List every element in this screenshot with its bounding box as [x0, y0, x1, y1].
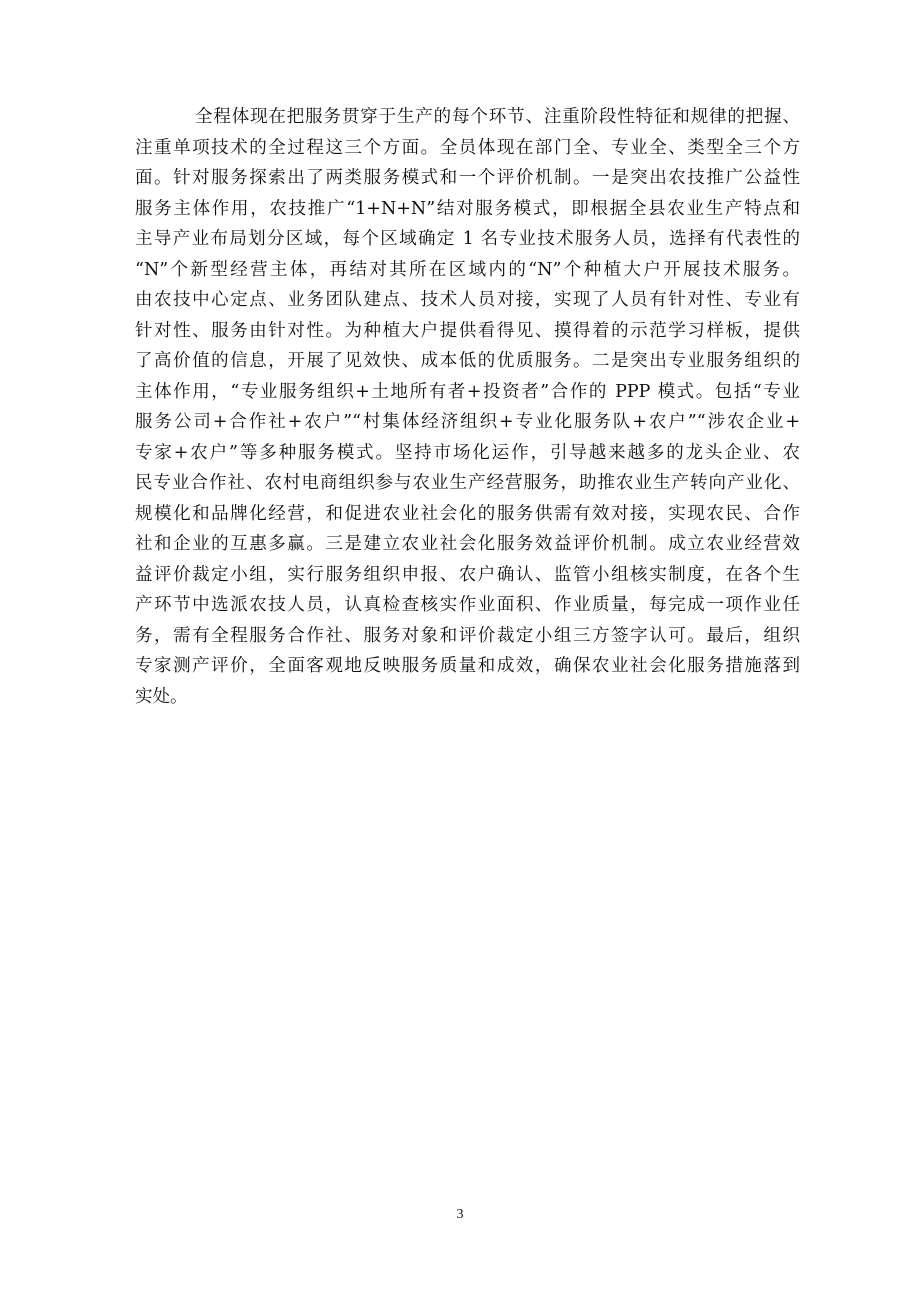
paragraph-line: 服务主体作用，农技推广“1+N+N”结对服务模式，即根据全县农业生产特点和	[135, 198, 800, 219]
paragraph-line: 全程体现在把服务贯穿于生产的每个环节、注重阶段性特征和规律的把握、	[195, 107, 800, 127]
paragraph-line: 社和企业的互惠多赢。三是建立农业社会化服务效益评价机制。成立农业经营效	[135, 534, 800, 554]
body-paragraph	[135, 102, 800, 712]
paragraph-line: “N”个新型经营主体，再结对其所在区域内的“N”个种植大户开展技术服务。	[135, 259, 800, 280]
paragraph-line: 产环节中选派农技人员，认真检查核实作业面积、作业质量，每完成一项作业任	[135, 595, 800, 615]
paragraph-line: 民专业合作社、农村电商组织参与农业生产经营服务，助推农业生产转向产业化、	[135, 473, 800, 493]
paragraph-line: 服务公司+合作社+农户”“村集体经济组织+专业化服务队+农户”“涉农企业+	[135, 412, 800, 432]
paragraph-line: 专家+农户”等多种服务模式。坚持市场化运作，引导越来越多的龙头企业、农	[135, 442, 800, 463]
page-number: 3	[456, 1207, 464, 1222]
paragraph-line: 了高价值的信息，开展了见效快、成本低的优质服务。二是突出专业服务组织的	[135, 351, 800, 371]
paragraph-line: 规模化和品牌化经营，和促进农业社会化的服务供需有效对接，实现农民、合作	[135, 503, 800, 524]
paragraph-line: 面。针对服务探索出了两类服务模式和一个评价机制。一是突出农技推广公益性	[135, 168, 800, 188]
paragraph-line: 由农技中心定点、业务团队建点、技术人员对接，实现了人员有针对性、专业有	[135, 290, 800, 310]
paragraph-line: 务，需有全程服务合作社、服务对象和评价裁定小组三方签字认可。最后，组织	[135, 625, 800, 646]
paragraph-line: 专家测产评价，全面客观地反映服务质量和成效，确保农业社会化服务措施落到	[135, 656, 800, 676]
paragraph-line: 主体作用，“专业服务组织+土地所有者+投资者”合作的 PPP 模式。包括“专业	[135, 381, 800, 402]
paragraph-line: 主导产业布局划分区域，每个区域确定 1 名专业技术服务人员，选择有代表性的	[135, 229, 800, 249]
paragraph-line: 注重单项技术的全过程这三个方面。全员体现在部门全、专业全、类型全三个方	[135, 137, 800, 158]
paragraph-line: 实处。	[135, 686, 188, 707]
paragraph-line: 针对性、服务由针对性。为种植大户提供看得见、摸得着的示范学习样板，提供	[135, 320, 800, 341]
paragraph-line: 益评价裁定小组，实行服务组织申报、农户确认、监管小组核实制度，在各个生	[135, 564, 800, 585]
